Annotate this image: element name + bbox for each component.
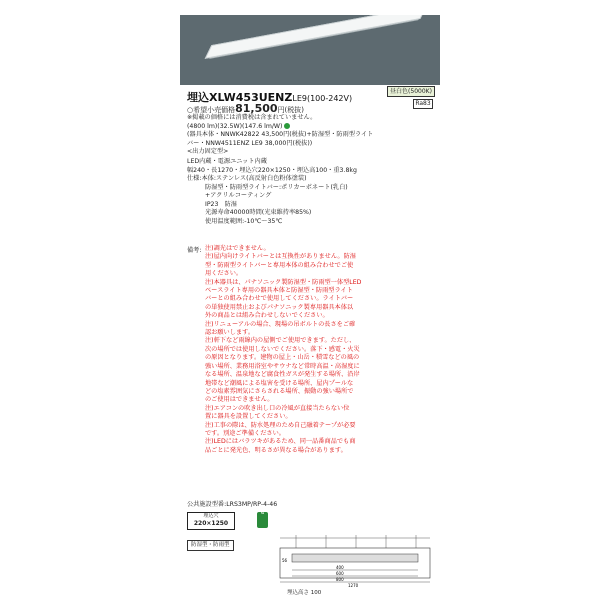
note-line: 注)軒下など雨線内の屋側でご使用できます。ただし、 (205, 337, 356, 345)
tax-note: ※掲載の価格には消費税は含まれていません。 (187, 114, 317, 121)
dimension-diagram (276, 530, 436, 596)
parts-line-1: (器具本体・NNWK42822 43,500円(税抜)+防湿型・防雨型ライト (187, 131, 374, 138)
public-standard: 公共施設型番:LRS3MP/RP-4-46 (187, 501, 278, 508)
note-line: 外の商品とは組み合わせしないでください。 (205, 312, 329, 320)
badges (387, 86, 435, 109)
parts-line-2: バー・NNW4511ENZ LE9 38,000円(税抜)) (187, 139, 313, 147)
spec-line-5: 光源寿命40000時間(光束維持率85%) (205, 209, 312, 216)
price-line: ○希望小売価格81,500円(税抜) (187, 102, 305, 115)
note-line: 注)工事の際は、防水処理のため自己融着テープが必要 (205, 421, 356, 429)
product-photo (180, 15, 440, 85)
spec-line-6: 使用温度範囲:-10℃〜35℃ (205, 217, 283, 225)
note-line: の単独使用禁止およびパナソニック製専用器具本体以 (205, 303, 354, 311)
note-line: 品ごとに発光色、明るさが異なる場合があります。 (205, 446, 347, 454)
dim-400: 400 (336, 565, 344, 570)
notes-list (205, 245, 435, 455)
note-line: 次の場所では使用しないでください。落下・感電・火災 (205, 345, 360, 353)
note-line: の原因となります。建物の屋上・山岳・積雪などの風の (205, 354, 360, 362)
note-line: バーとの組み合わせで使用してください。ライトバー (205, 295, 354, 303)
color-temp-badge: 昼白色(5000K) (387, 86, 435, 97)
notes-label: 備考: (187, 247, 202, 254)
size-box: 埋込穴 220×1250 (187, 512, 235, 530)
note-line: 型・防雨型ライトバーと専用本体の組み合わせでご使 (205, 261, 354, 269)
spec-line-3: +アクリルコーティング (205, 192, 272, 199)
note-line: 注)屋内向けライトバーとは互換性がありません。防湿 (205, 253, 356, 261)
note-line: 注)本器具は、パナソニック製防湿型・防雨型一体型LED (205, 278, 362, 286)
note-line: なる場所、温泉地など腐食性ガスが発生する場所、沿岸 (205, 371, 360, 379)
embed-height: 埋込高さ 100 (287, 590, 322, 596)
note-line: どの塩素雰囲気にさらされる場所、振動の強い場所で (205, 387, 354, 395)
note-line: 注)調光はできません。 (205, 245, 270, 252)
dim-1270: 1270 (348, 583, 359, 588)
note-line: 強い場所、業務用浴室やサウナなど常時高温・高湿度に (205, 362, 360, 370)
dim-800: 800 (336, 577, 344, 582)
damp-proof-label: 防湿型・防雨型 (187, 540, 234, 551)
output-type: <出力固定型> (187, 148, 229, 155)
note-line: です。別途ご準備ください。 (205, 429, 285, 437)
note-line: 注)リニューアルの場合、現場の吊ボルトの長さをご確 (205, 320, 356, 328)
eco-mark-icon (284, 123, 290, 129)
spec-line-1: 仕様:本体:ステンレス(高反射白色粉体塗装) (187, 175, 307, 182)
note-line: 用ください。 (205, 270, 243, 278)
note-line: 認お願いします。 (205, 329, 255, 337)
lamp-fixture-image (205, 15, 427, 59)
led-line: LED内蔵・電源ユニット内蔵 (187, 158, 267, 165)
model-header (187, 86, 435, 107)
note-line: 注)LEDにはバラツキがあるため、同一品番商品でも商 (205, 438, 356, 446)
note-line: 地帯など潮風による塩害を受ける場所、屋内プールな (205, 379, 354, 387)
spec-line-2: 防湿型・防雨型ライトバー:ポリカーボネート(乳白) (205, 183, 348, 191)
note-line: 置に器具を設置してください。 (205, 413, 292, 421)
spec-line-4: IP23 防湿 (205, 200, 237, 208)
ra-badge: Ra83 (413, 99, 433, 109)
model-number: 埋込XLW453UENZLE9(100-242V) (187, 91, 353, 104)
dim-56: 56 (282, 558, 288, 563)
dims-line: 幅240・長1270・埋込穴220×1250・埋込高100・重3.8kg (187, 166, 357, 174)
dim-600: 600 (336, 571, 344, 576)
note-line: 注)エアコンの吹き出し口の冷風が直接当たらない位 (205, 404, 350, 412)
note-line: ベースライト専用の器具本体と防湿型・防雨型ライト (205, 287, 353, 295)
note-line: のご使用はできません。 (205, 396, 274, 404)
price-value: 81,500 (235, 102, 278, 115)
lumen-spec: (4800 lm)(32.5W)(147.6 lm/W) (187, 123, 290, 132)
g-mark-icon: G (257, 512, 268, 528)
